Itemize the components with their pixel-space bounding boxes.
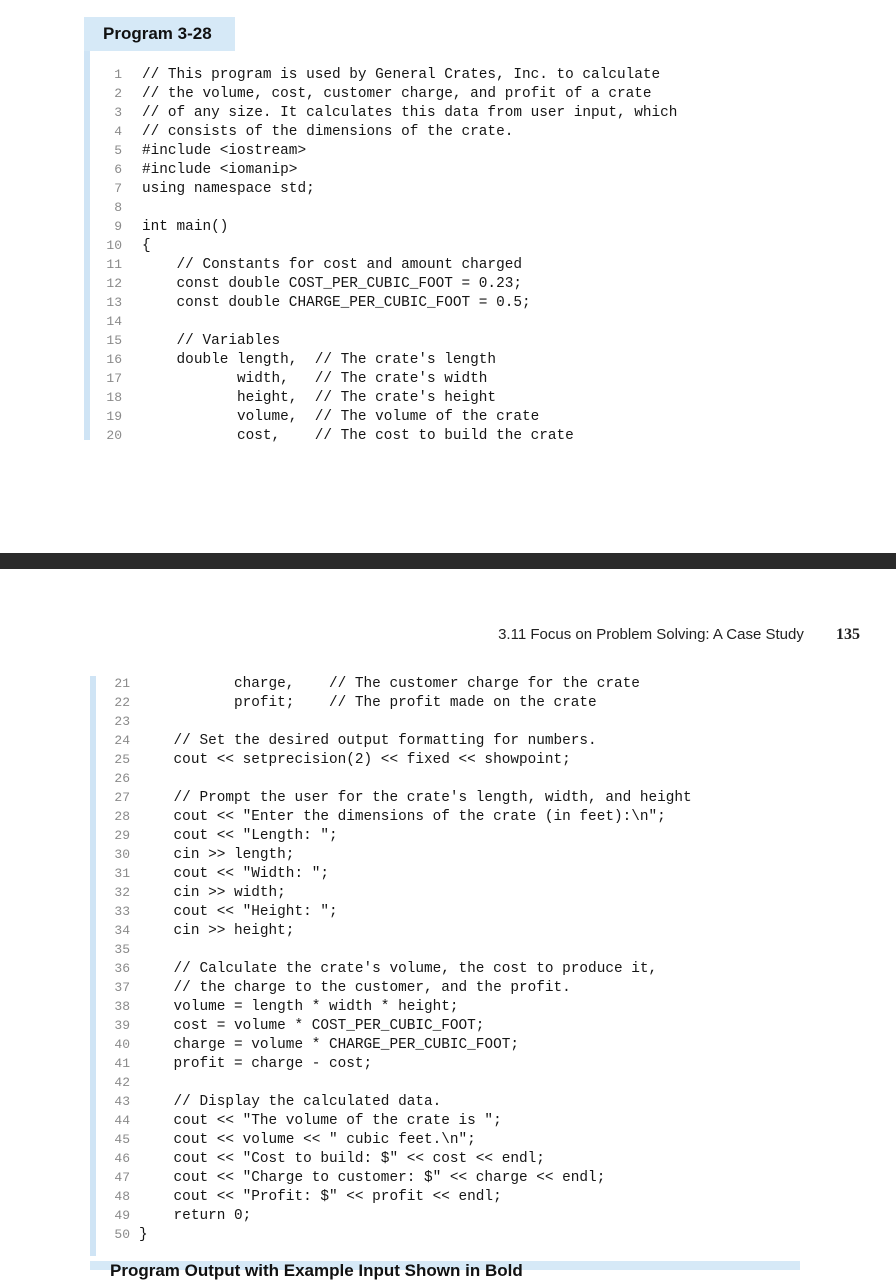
line-number: 27 (114, 790, 130, 805)
code-text: // the charge to the customer, and the profit. (139, 980, 571, 996)
code-text: #include <iostream> (142, 143, 307, 159)
line-number: 26 (114, 771, 130, 786)
code-line (108, 750, 692, 769)
line-number: 47 (114, 1170, 130, 1185)
code-text: // the volume, cost, customer charge, and profit of a crate (142, 86, 652, 102)
line-number: 22 (114, 695, 130, 710)
code-line (108, 1073, 692, 1092)
code-text: charge, // The customer charge for the crate (139, 676, 640, 692)
line-number: 1 (114, 67, 122, 82)
code-line (108, 959, 692, 978)
line-number: 9 (114, 219, 122, 234)
code-line (108, 1187, 692, 1206)
page-number: 135 (836, 626, 860, 643)
code-text: const double COST_PER_CUBIC_FOOT = 0.23; (142, 276, 522, 292)
code-line (108, 1111, 692, 1130)
code-line (100, 65, 677, 84)
code-text: // Display the calculated data. (139, 1094, 442, 1110)
code-margin-bar (84, 51, 90, 440)
code-text: cout << "Profit: $" << profit << endl; (139, 1189, 502, 1205)
code-text: return 0; (139, 1208, 252, 1224)
code-text: { (142, 238, 151, 254)
line-number: 34 (114, 923, 130, 938)
line-number: 29 (114, 828, 130, 843)
code-text: } (139, 1227, 148, 1243)
line-number: 24 (114, 733, 130, 748)
code-line (108, 1035, 692, 1054)
program-label: Program 3-28 (84, 17, 235, 51)
line-number: 37 (114, 980, 130, 995)
code-line (100, 84, 677, 103)
code-line (100, 388, 677, 407)
code-text: profit = charge - cost; (139, 1056, 373, 1072)
line-number: 50 (114, 1227, 130, 1242)
code-text: cout << "The volume of the crate is "; (139, 1113, 502, 1129)
code-line (100, 407, 677, 426)
code-text: cin >> width; (139, 885, 286, 901)
code-line (108, 1016, 692, 1035)
output-caption-strip (90, 1261, 800, 1280)
code-text: // of any size. It calculates this data from user input, which (142, 105, 678, 121)
code-text: cin >> height; (139, 923, 295, 939)
code-line (108, 712, 692, 731)
code-text: width, // The crate's width (142, 371, 488, 387)
code-line (100, 274, 677, 293)
code-line (100, 179, 677, 198)
code-text: cout << "Height: "; (139, 904, 338, 920)
code-line (108, 864, 692, 883)
code-listing-part2 (108, 674, 692, 1244)
code-line (100, 122, 677, 141)
line-number: 45 (114, 1132, 130, 1147)
code-text: // Constants for cost and amount charged (142, 257, 522, 273)
code-text: // Variables (142, 333, 281, 349)
code-text: volume, // The volume of the crate (142, 409, 540, 425)
code-line (100, 312, 677, 331)
line-number: 30 (114, 847, 130, 862)
line-number: 35 (114, 942, 130, 957)
line-number: 13 (106, 295, 122, 310)
running-head (440, 626, 860, 648)
code-text: cost = volume * COST_PER_CUBIC_FOOT; (139, 1018, 485, 1034)
line-number: 12 (106, 276, 122, 291)
line-number: 36 (114, 961, 130, 976)
line-number: 6 (114, 162, 122, 177)
line-number: 38 (114, 999, 130, 1014)
code-line (108, 769, 692, 788)
code-text: int main() (142, 219, 229, 235)
code-line (108, 902, 692, 921)
code-text: cout << "Length: "; (139, 828, 338, 844)
running-head-section: 3.11 Focus on Problem Solving: A Case Study (498, 626, 804, 643)
line-number: 17 (106, 371, 122, 386)
code-text: using namespace std; (142, 181, 315, 197)
line-number: 48 (114, 1189, 130, 1204)
line-number: 23 (114, 714, 130, 729)
code-text: // This program is used by General Crates, Inc. to calculate (142, 67, 661, 83)
code-line (108, 1149, 692, 1168)
code-text: #include <iomanip> (142, 162, 298, 178)
code-line (108, 1054, 692, 1073)
code-text: charge = volume * CHARGE_PER_CUBIC_FOOT; (139, 1037, 519, 1053)
code-line (108, 693, 692, 712)
code-text: cout << "Cost to build: $" << cost << endl; (139, 1151, 545, 1167)
code-line (108, 997, 692, 1016)
line-number: 39 (114, 1018, 130, 1033)
code-line (100, 350, 677, 369)
code-line (108, 845, 692, 864)
line-number: 44 (114, 1113, 130, 1128)
code-text: // Prompt the user for the crate's length, width, and height (139, 790, 692, 806)
line-number: 18 (106, 390, 122, 405)
code-line (100, 103, 677, 122)
code-line (108, 788, 692, 807)
line-number: 32 (114, 885, 130, 900)
code-line (100, 255, 677, 274)
line-number: 5 (114, 143, 122, 158)
code-text: const double CHARGE_PER_CUBIC_FOOT = 0.5; (142, 295, 531, 311)
code-line (108, 1168, 692, 1187)
line-number: 40 (114, 1037, 130, 1052)
line-number: 3 (114, 105, 122, 120)
code-line (108, 940, 692, 959)
code-line (108, 1225, 692, 1244)
code-text: cout << "Charge to customer: $" << charge << endl; (139, 1170, 606, 1186)
code-text: profit; // The profit made on the crate (139, 695, 597, 711)
line-number: 15 (106, 333, 122, 348)
code-text: double length, // The crate's length (142, 352, 497, 368)
code-line (100, 369, 677, 388)
code-line (108, 826, 692, 845)
code-line (100, 198, 677, 217)
line-number: 43 (114, 1094, 130, 1109)
line-number: 8 (114, 200, 122, 215)
code-text: height, // The crate's height (142, 390, 497, 406)
output-caption: Program Output with Example Input Shown in Bold (110, 1261, 523, 1280)
line-number: 11 (106, 257, 122, 272)
line-number: 28 (114, 809, 130, 824)
line-number: 10 (106, 238, 122, 253)
code-line (100, 217, 677, 236)
code-text: cin >> length; (139, 847, 295, 863)
line-number: 20 (106, 428, 122, 443)
code-margin-bar (90, 676, 96, 1256)
line-number: 21 (114, 676, 130, 691)
code-line (108, 978, 692, 997)
code-line (100, 331, 677, 350)
code-line (100, 160, 677, 179)
code-text: cout << setprecision(2) << fixed << showpoint; (139, 752, 571, 768)
code-line (108, 1206, 692, 1225)
line-number: 16 (106, 352, 122, 367)
code-line (108, 883, 692, 902)
code-text: cout << "Width: "; (139, 866, 329, 882)
code-text: cout << volume << " cubic feet.\n"; (139, 1132, 476, 1148)
line-number: 33 (114, 904, 130, 919)
code-line (100, 293, 677, 312)
line-number: 49 (114, 1208, 130, 1223)
code-line (108, 1130, 692, 1149)
code-listing-part1 (100, 65, 677, 445)
code-line (108, 731, 692, 750)
line-number: 25 (114, 752, 130, 767)
code-text: cost, // The cost to build the crate (142, 428, 574, 444)
code-line (100, 236, 677, 255)
page-divider (0, 553, 896, 569)
line-number: 41 (114, 1056, 130, 1071)
code-line (100, 426, 677, 445)
line-number: 31 (114, 866, 130, 881)
code-line (108, 1092, 692, 1111)
code-line (108, 674, 692, 693)
code-text: volume = length * width * height; (139, 999, 459, 1015)
line-number: 14 (106, 314, 122, 329)
line-number: 19 (106, 409, 122, 424)
line-number: 42 (114, 1075, 130, 1090)
code-line (100, 141, 677, 160)
line-number: 7 (114, 181, 122, 196)
code-line (108, 921, 692, 940)
code-text: cout << "Enter the dimensions of the crate (in feet):\n"; (139, 809, 666, 825)
code-line (108, 807, 692, 826)
line-number: 4 (114, 124, 122, 139)
code-text: // Set the desired output formatting for numbers. (139, 733, 597, 749)
code-text: // Calculate the crate's volume, the cost to produce it, (139, 961, 658, 977)
code-text: // consists of the dimensions of the crate. (142, 124, 514, 140)
line-number: 46 (114, 1151, 130, 1166)
line-number: 2 (114, 86, 122, 101)
